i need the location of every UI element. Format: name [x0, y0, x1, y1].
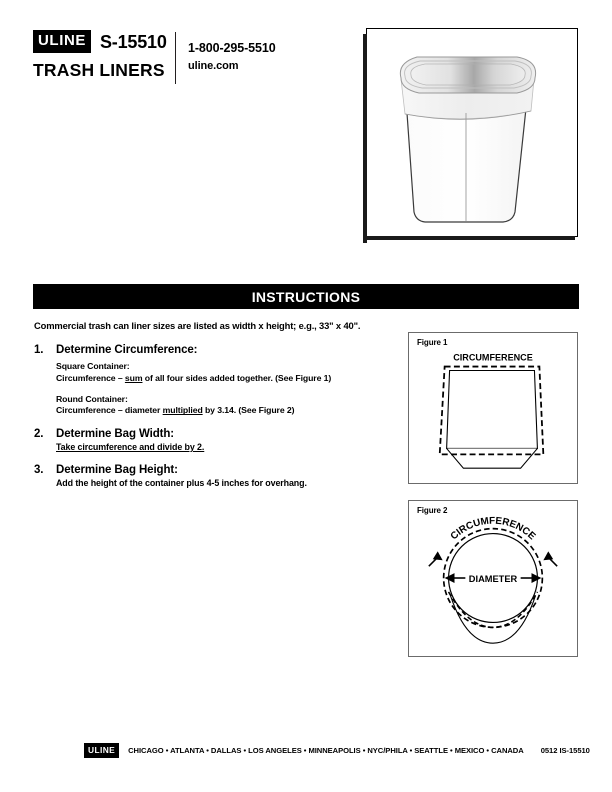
instruction-step-1	[34, 344, 406, 417]
round-container-text	[56, 405, 406, 417]
square-text-underlined: sum	[124, 372, 143, 383]
circumference-arrow-left-icon	[429, 551, 443, 566]
figure-1-caption: CIRCUMFERENCE	[453, 352, 533, 363]
figure-2-circumference-caption: CIRCUMFERENCE	[448, 515, 538, 543]
figure-2-round-container-diagram	[409, 501, 577, 656]
page-title: TRASH LINERS	[33, 60, 165, 80]
website-link[interactable]: uline.com	[188, 59, 239, 72]
step-3-title: Determine Bag Height:	[56, 464, 178, 477]
step-1-round-container	[56, 394, 406, 417]
round-text-underlined: multiplied	[162, 405, 203, 416]
footer-document-code: 0512 IS-15510	[540, 745, 590, 755]
step-3-number: 3.	[34, 464, 44, 477]
step-1-square-container	[56, 361, 406, 384]
footer-uline-logo: ULINE	[84, 743, 119, 758]
product-image-frame	[366, 28, 578, 237]
footer-city-list: CHICAGO • ATLANTA • DALLAS • LOS ANGELES • MINNEAPOLIS • NYC/PHILA • SEATTLE • MEXICO • CANADA	[128, 745, 524, 755]
figure-2-box	[408, 500, 578, 657]
step-2-detail: Take circumference and divide by 2.	[56, 442, 205, 453]
round-container-label: Round Container:	[56, 393, 128, 404]
step-1-title: Determine Circumference:	[56, 344, 198, 357]
page-footer	[84, 743, 590, 758]
header-divider	[175, 32, 176, 84]
instructions-banner	[33, 284, 579, 309]
intro-text: Commercial trash can liner sizes are listed as width x height; e.g., 33" x 40".	[34, 320, 361, 331]
square-text-before: Circumference –	[56, 372, 125, 383]
trash-can-illustration	[367, 29, 577, 236]
figure-1-square-container-diagram	[409, 333, 577, 483]
figure-1-box	[408, 332, 578, 484]
step-2-title: Determine Bag Width:	[56, 428, 175, 441]
square-container-label: Square Container:	[56, 361, 130, 372]
step-2-heading	[34, 428, 406, 440]
step-1-number: 1.	[34, 344, 44, 357]
instruction-step-2	[34, 428, 406, 453]
step-3-detail: Add the height of the container plus 4-5 inches for overhang.	[56, 478, 307, 489]
square-text-after: of all four sides added together. (See Figure 1)	[142, 372, 332, 383]
instructions-banner-title: INSTRUCTIONS	[251, 288, 361, 305]
step-1-body	[56, 361, 406, 417]
figure-1-label: Figure 1	[417, 338, 448, 347]
model-number: S-15510	[100, 31, 167, 52]
step-1-heading	[34, 344, 406, 356]
instruction-step-3	[34, 464, 406, 489]
step-3-heading	[34, 464, 406, 476]
round-text-before: Circumference – diameter	[56, 405, 163, 416]
contact-block	[188, 40, 276, 74]
instructions-content	[34, 320, 406, 500]
step-2-number: 2.	[34, 428, 44, 441]
figure-2-label: Figure 2	[417, 506, 448, 515]
circumference-arrow-right-icon	[543, 551, 557, 566]
uline-logo: ULINE	[33, 30, 91, 53]
figure-2-diameter-caption: DIAMETER	[468, 573, 518, 584]
phone-number: 1-800-295-5510	[188, 41, 276, 55]
round-text-after: by 3.14. (See Figure 2)	[202, 405, 295, 416]
square-container-text	[56, 373, 406, 385]
